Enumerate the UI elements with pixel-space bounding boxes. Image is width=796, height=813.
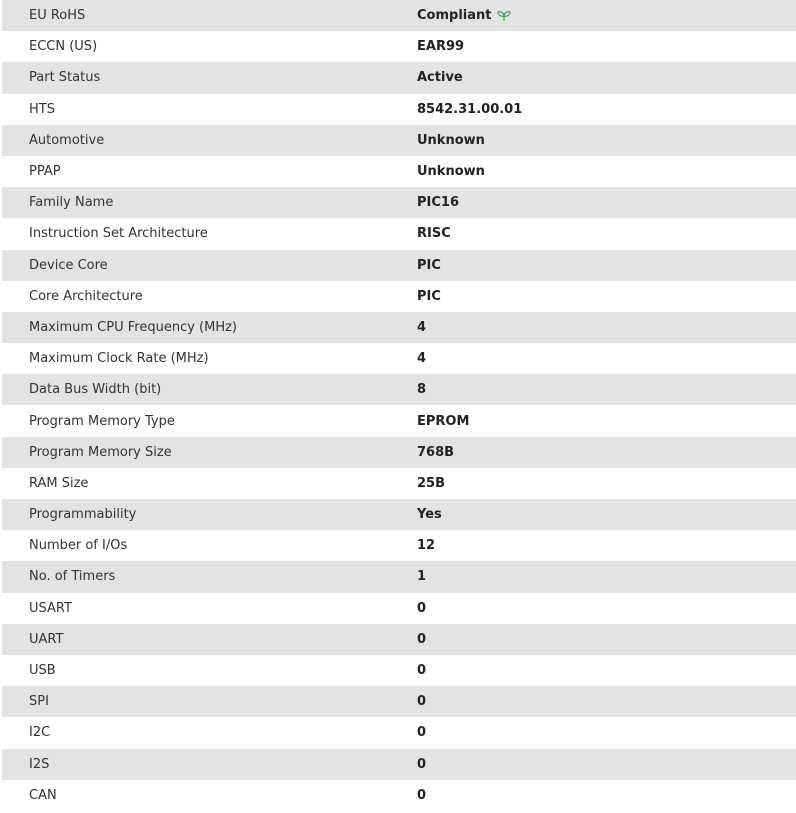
spec-row-isa [2,218,796,249]
spec-label: Automotive [29,132,105,148]
spec-label: No. of Timers [29,569,116,585]
spec-label: Program Memory Size [29,444,172,460]
spec-label: Maximum Clock Rate (MHz) [29,351,209,367]
spec-row-automotive [2,125,796,156]
spec-row-ram-size [2,468,796,499]
spec-row-max-clock-rate [2,343,796,374]
spec-table [2,0,796,811]
spec-label: Instruction Set Architecture [29,226,208,242]
spec-row-program-memory-size [2,437,796,468]
spec-row-uart [2,624,796,655]
spec-value: EAR99 [417,39,465,55]
spec-value: 12 [417,538,436,554]
spec-label: Data Bus Width (bit) [29,382,162,398]
spec-label: Program Memory Type [29,413,175,429]
spec-label: I2C [29,725,51,741]
spec-value: Unknown [417,132,485,148]
spec-row-usart [2,593,796,624]
spec-label: PPAP [29,164,61,180]
spec-row-core-architecture [2,281,796,312]
spec-label: USB [29,663,56,679]
spec-value: EPROM [417,413,470,429]
spec-value: 0 [417,756,427,772]
spec-value: 0 [417,725,427,741]
spec-row-can [2,780,796,811]
spec-label: Core Architecture [29,288,143,304]
spec-value: 0 [417,631,427,647]
spec-label: Programmability [29,507,137,523]
spec-label: SPI [29,694,49,710]
spec-row-data-bus-width [2,374,796,405]
spec-value: PIC16 [417,195,459,211]
spec-value: 0 [417,694,427,710]
spec-label: ECCN (US) [29,39,98,55]
spec-label: EU RoHS [29,8,86,24]
spec-label: HTS [29,101,55,117]
spec-row-ppap [2,156,796,187]
spec-row-part-status [2,62,796,93]
spec-value: 0 [417,663,427,679]
spec-value: 0 [417,600,427,616]
spec-label: I2S [29,756,50,772]
spec-value: 8542.31.00.01 [417,101,523,117]
leaf-icon [497,10,511,22]
spec-value: 4 [417,351,427,367]
spec-value: Yes [417,507,442,523]
spec-label: Family Name [29,195,114,211]
spec-label: Part Status [29,70,101,86]
spec-label: Number of I/Os [29,538,128,554]
spec-row-max-cpu-frequency [2,312,796,343]
spec-row-spi [2,686,796,717]
spec-row-device-core [2,250,796,281]
spec-label: UART [29,631,64,647]
spec-row-family-name [2,187,796,218]
spec-value: 25B [417,475,445,491]
spec-label: USART [29,600,72,616]
spec-row-eu-rohs [2,0,796,31]
spec-label: Maximum CPU Frequency (MHz) [29,319,237,335]
spec-value: 768B [417,444,455,460]
spec-value: 8 [417,382,427,398]
spec-value: PIC [417,288,441,304]
spec-value: Unknown [417,164,485,180]
spec-value: 0 [417,787,427,803]
spec-row-timers [2,561,796,592]
spec-label: RAM Size [29,475,89,491]
spec-row-number-of-ios [2,530,796,561]
spec-value: RISC [417,226,451,242]
spec-label: Device Core [29,257,108,273]
spec-row-i2c [2,717,796,748]
spec-row-hts [2,94,796,125]
spec-row-usb [2,655,796,686]
spec-value: 4 [417,319,427,335]
spec-value: Compliant [417,8,492,24]
spec-row-program-memory-type [2,405,796,436]
spec-value: Active [417,70,463,86]
spec-value: PIC [417,257,441,273]
spec-value-wrap [417,8,511,23]
spec-row-i2s [2,749,796,780]
spec-value: 1 [417,569,427,585]
spec-row-eccn [2,31,796,62]
spec-label: CAN [29,787,57,803]
spec-row-programmability [2,499,796,530]
